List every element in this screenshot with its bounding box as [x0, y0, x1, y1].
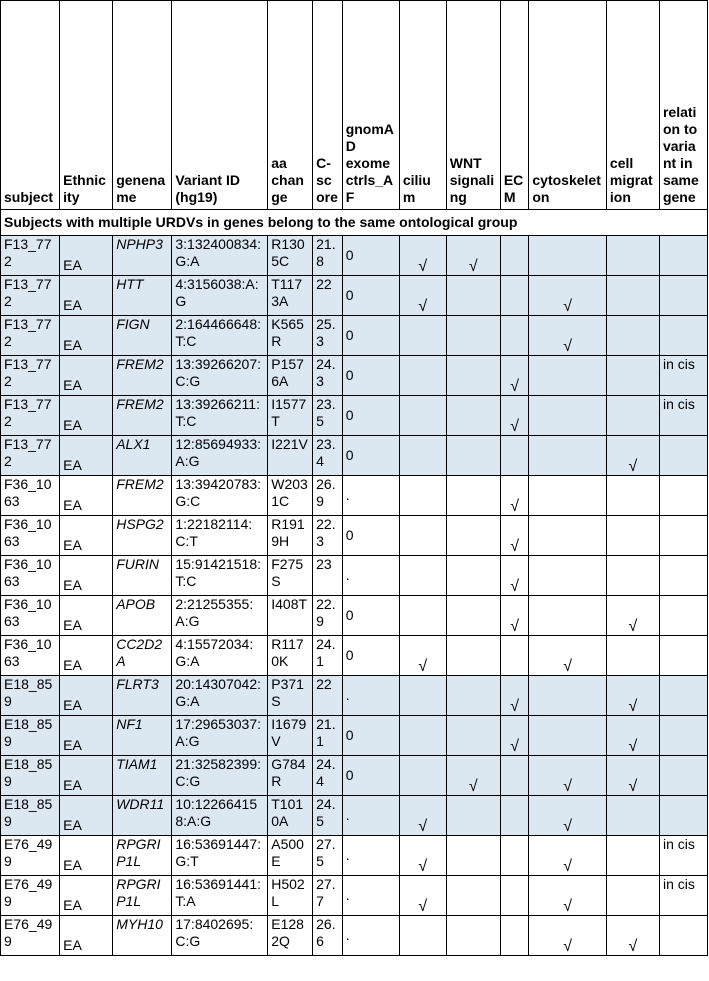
cell-wnt: [446, 636, 500, 676]
cell-wnt: [446, 916, 500, 956]
cell-cytoskeleton: √: [529, 636, 607, 676]
cell-ecm: √: [500, 596, 529, 636]
cell-ecm: [500, 756, 529, 796]
cell-gene: HTT: [113, 276, 172, 316]
cell-migration: [606, 636, 659, 676]
cell-relation: [659, 316, 707, 356]
cell-migration: √: [606, 916, 659, 956]
cell-c-score: 24.3: [313, 356, 343, 396]
table-row: [1, 476, 708, 516]
section-title: Subjects with multiple URDVs in genes belong to the same ontological group: [1, 210, 708, 236]
col-header-aa-change: aa change: [268, 1, 313, 210]
cell-cytoskeleton: √: [529, 276, 607, 316]
cell-relation: [659, 436, 707, 476]
cell-subject: F36_1063: [1, 476, 60, 516]
table-body: [1, 236, 708, 956]
cell-relation: [659, 596, 707, 636]
col-header-gnomad-af: gnomAD exome ctrls_AF: [342, 1, 399, 210]
cell-wnt: [446, 796, 500, 836]
cell-gnomad-af: .: [342, 676, 399, 716]
cell-subject: F36_1063: [1, 516, 60, 556]
cell-cytoskeleton: [529, 596, 607, 636]
cell-c-score: 21.8: [313, 236, 343, 276]
cell-gnomad-af: 0: [342, 756, 399, 796]
cell-gene: TIAM1: [113, 756, 172, 796]
cell-subject: F13_772: [1, 236, 60, 276]
cell-ecm: [500, 636, 529, 676]
cell-subject: E76_499: [1, 916, 60, 956]
cell-gene: FIGN: [113, 316, 172, 356]
cell-relation: [659, 676, 707, 716]
cell-migration: √: [606, 596, 659, 636]
col-header-relation: relation to variant in same gene: [659, 1, 707, 210]
cell-wnt: [446, 356, 500, 396]
cell-gnomad-af: 0: [342, 436, 399, 476]
cell-aa-change: R1305C: [268, 236, 313, 276]
cell-wnt: [446, 676, 500, 716]
table-row: [1, 356, 708, 396]
cell-variant-id: 1:22182114:C:T: [172, 516, 268, 556]
table-row: [1, 436, 708, 476]
cell-c-score: 21.1: [313, 716, 343, 756]
cell-c-score: 25.3: [313, 316, 343, 356]
cell-gnomad-af: 0: [342, 596, 399, 636]
cell-ethnicity: EA: [60, 916, 113, 956]
table-row: [1, 516, 708, 556]
cell-cytoskeleton: [529, 556, 607, 596]
cell-relation: in cis: [659, 836, 707, 876]
cell-cilium: [399, 556, 446, 596]
cell-ethnicity: EA: [60, 636, 113, 676]
col-header-migration: cell migration: [606, 1, 659, 210]
cell-gnomad-af: 0: [342, 716, 399, 756]
cell-ethnicity: EA: [60, 396, 113, 436]
cell-aa-change: I221V: [268, 436, 313, 476]
cell-c-score: 22: [313, 676, 343, 716]
cell-gnomad-af: 0: [342, 316, 399, 356]
cell-cilium: √: [399, 836, 446, 876]
cell-ethnicity: EA: [60, 676, 113, 716]
table-row: [1, 276, 708, 316]
cell-c-score: 27.5: [313, 836, 343, 876]
cell-aa-change: P1576A: [268, 356, 313, 396]
cell-subject: F13_772: [1, 276, 60, 316]
cell-ecm: √: [500, 396, 529, 436]
cell-variant-id: 13:39266207:C:G: [172, 356, 268, 396]
cell-gene: HSPG2: [113, 516, 172, 556]
cell-subject: E18_859: [1, 796, 60, 836]
table-row: [1, 396, 708, 436]
cell-gene: RPGRIP1L: [113, 836, 172, 876]
cell-ethnicity: EA: [60, 876, 113, 916]
cell-relation: [659, 276, 707, 316]
cell-cytoskeleton: √: [529, 756, 607, 796]
cell-migration: √: [606, 716, 659, 756]
cell-aa-change: I1679V: [268, 716, 313, 756]
col-header-wnt: WNT signaling: [446, 1, 500, 210]
cell-ecm: √: [500, 716, 529, 756]
cell-migration: [606, 276, 659, 316]
cell-wnt: [446, 836, 500, 876]
cell-aa-change: W2031C: [268, 476, 313, 516]
table-row: [1, 596, 708, 636]
cell-gnomad-af: 0: [342, 356, 399, 396]
cell-ecm: √: [500, 476, 529, 516]
cell-gnomad-af: .: [342, 836, 399, 876]
cell-ethnicity: EA: [60, 596, 113, 636]
cell-cilium: [399, 396, 446, 436]
cell-ecm: √: [500, 676, 529, 716]
cell-gnomad-af: .: [342, 796, 399, 836]
cell-wnt: [446, 316, 500, 356]
cell-wnt: [446, 596, 500, 636]
table-row: [1, 716, 708, 756]
cell-variant-id: 16:53691441:T:A: [172, 876, 268, 916]
col-header-ecm: ECM: [500, 1, 529, 210]
cell-cytoskeleton: [529, 236, 607, 276]
cell-ecm: [500, 836, 529, 876]
cell-variant-id: 4:15572034:G:A: [172, 636, 268, 676]
col-header-variant-id: Variant ID (hg19): [172, 1, 268, 210]
cell-cilium: [399, 476, 446, 516]
cell-gnomad-af: 0: [342, 636, 399, 676]
cell-migration: [606, 516, 659, 556]
cell-ethnicity: EA: [60, 276, 113, 316]
cell-wnt: √: [446, 756, 500, 796]
cell-ethnicity: EA: [60, 716, 113, 756]
cell-gene: WDR11: [113, 796, 172, 836]
cell-gene: MYH10: [113, 916, 172, 956]
cell-gene: RPGRIP1L: [113, 876, 172, 916]
cell-cilium: [399, 916, 446, 956]
header-row: [1, 1, 708, 210]
cell-cytoskeleton: [529, 516, 607, 556]
cell-subject: E76_499: [1, 876, 60, 916]
cell-subject: F13_772: [1, 356, 60, 396]
cell-migration: [606, 876, 659, 916]
cell-cilium: [399, 356, 446, 396]
cell-gene: NPHP3: [113, 236, 172, 276]
cell-c-score: 26.6: [313, 916, 343, 956]
cell-aa-change: H502L: [268, 876, 313, 916]
table-row: [1, 876, 708, 916]
cell-aa-change: T1010A: [268, 796, 313, 836]
cell-ecm: [500, 796, 529, 836]
cell-subject: E18_859: [1, 756, 60, 796]
cell-cytoskeleton: √: [529, 796, 607, 836]
cell-cytoskeleton: √: [529, 836, 607, 876]
cell-aa-change: E1282Q: [268, 916, 313, 956]
cell-cytoskeleton: [529, 676, 607, 716]
cell-variant-id: 2:21255355:A:G: [172, 596, 268, 636]
cell-ethnicity: EA: [60, 516, 113, 556]
cell-c-score: 26.9: [313, 476, 343, 516]
cell-variant-id: 4:3156038:A:G: [172, 276, 268, 316]
cell-gnomad-af: .: [342, 916, 399, 956]
cell-relation: [659, 556, 707, 596]
cell-ethnicity: EA: [60, 476, 113, 516]
cell-aa-change: R1170K: [268, 636, 313, 676]
cell-cilium: [399, 716, 446, 756]
table-row: [1, 796, 708, 836]
cell-ethnicity: EA: [60, 796, 113, 836]
cell-aa-change: F275S: [268, 556, 313, 596]
cell-wnt: √: [446, 236, 500, 276]
cell-ethnicity: EA: [60, 316, 113, 356]
cell-variant-id: 13:39266211:T:C: [172, 396, 268, 436]
col-header-cilium: cilium: [399, 1, 446, 210]
cell-c-score: 24.4: [313, 756, 343, 796]
table-row: [1, 636, 708, 676]
cell-migration: [606, 316, 659, 356]
cell-ethnicity: EA: [60, 556, 113, 596]
cell-gene: CC2D2A: [113, 636, 172, 676]
cell-gnomad-af: .: [342, 476, 399, 516]
cell-wnt: [446, 476, 500, 516]
cell-variant-id: 10:122664158:A:G: [172, 796, 268, 836]
cell-variant-id: 21:32582399:C:G: [172, 756, 268, 796]
cell-ecm: √: [500, 516, 529, 556]
table-row: [1, 236, 708, 276]
cell-migration: [606, 476, 659, 516]
cell-wnt: [446, 276, 500, 316]
cell-relation: [659, 236, 707, 276]
cell-gene: FREM2: [113, 476, 172, 516]
cell-cytoskeleton: √: [529, 876, 607, 916]
cell-gene: APOB: [113, 596, 172, 636]
cell-c-score: 22.9: [313, 596, 343, 636]
cell-gene: ALX1: [113, 436, 172, 476]
cell-subject: E76_499: [1, 836, 60, 876]
cell-aa-change: T1173A: [268, 276, 313, 316]
cell-wnt: [446, 436, 500, 476]
cell-cilium: √: [399, 636, 446, 676]
cell-cilium: [399, 436, 446, 476]
cell-relation: in cis: [659, 356, 707, 396]
cell-cilium: [399, 596, 446, 636]
cell-gnomad-af: .: [342, 556, 399, 596]
cell-variant-id: 2:164466648:T:C: [172, 316, 268, 356]
cell-gene: FURIN: [113, 556, 172, 596]
cell-ecm: [500, 436, 529, 476]
cell-relation: [659, 516, 707, 556]
section-row: [1, 210, 708, 236]
cell-migration: √: [606, 436, 659, 476]
cell-aa-change: I1577T: [268, 396, 313, 436]
cell-variant-id: 12:85694933:A:G: [172, 436, 268, 476]
cell-subject: F36_1063: [1, 556, 60, 596]
cell-migration: [606, 796, 659, 836]
cell-wnt: [446, 396, 500, 436]
cell-migration: [606, 836, 659, 876]
table-row: [1, 836, 708, 876]
cell-relation: [659, 716, 707, 756]
cell-cytoskeleton: √: [529, 916, 607, 956]
cell-gnomad-af: .: [342, 876, 399, 916]
cell-aa-change: I408T: [268, 596, 313, 636]
table-row: [1, 676, 708, 716]
cell-gene: FLRT3: [113, 676, 172, 716]
cell-c-score: 23.4: [313, 436, 343, 476]
cell-cilium: √: [399, 236, 446, 276]
cell-cytoskeleton: √: [529, 316, 607, 356]
cell-variant-id: 15:91421518:T:C: [172, 556, 268, 596]
cell-cilium: [399, 676, 446, 716]
cell-cytoskeleton: [529, 436, 607, 476]
cell-cilium: [399, 316, 446, 356]
cell-relation: [659, 756, 707, 796]
cell-c-score: 27.7: [313, 876, 343, 916]
cell-ecm: [500, 276, 529, 316]
cell-aa-change: A500E: [268, 836, 313, 876]
cell-ethnicity: EA: [60, 756, 113, 796]
cell-subject: E18_859: [1, 676, 60, 716]
cell-cytoskeleton: [529, 716, 607, 756]
cell-cilium: [399, 756, 446, 796]
cell-cytoskeleton: [529, 396, 607, 436]
cell-ethnicity: EA: [60, 836, 113, 876]
cell-gnomad-af: 0: [342, 276, 399, 316]
cell-cilium: √: [399, 876, 446, 916]
cell-gene: FREM2: [113, 356, 172, 396]
cell-wnt: [446, 556, 500, 596]
cell-migration: [606, 396, 659, 436]
cell-cilium: √: [399, 276, 446, 316]
cell-relation: [659, 476, 707, 516]
cell-subject: F13_772: [1, 396, 60, 436]
cell-ethnicity: EA: [60, 356, 113, 396]
col-header-ethnicity: Ethnicity: [60, 1, 113, 210]
cell-migration: √: [606, 756, 659, 796]
cell-c-score: 22.3: [313, 516, 343, 556]
cell-variant-id: 20:14307042:G:A: [172, 676, 268, 716]
cell-ecm: √: [500, 356, 529, 396]
cell-c-score: 23.5: [313, 396, 343, 436]
col-header-c-score: C-score: [313, 1, 343, 210]
cell-subject: F36_1063: [1, 636, 60, 676]
cell-aa-change: G784R: [268, 756, 313, 796]
cell-subject: F13_772: [1, 436, 60, 476]
cell-relation: in cis: [659, 396, 707, 436]
cell-c-score: 23: [313, 556, 343, 596]
cell-c-score: 24.1: [313, 636, 343, 676]
table-row: [1, 756, 708, 796]
cell-subject: F36_1063: [1, 596, 60, 636]
cell-ethnicity: EA: [60, 236, 113, 276]
table-row: [1, 316, 708, 356]
cell-relation: in cis: [659, 876, 707, 916]
cell-gene: NF1: [113, 716, 172, 756]
cell-subject: F13_772: [1, 316, 60, 356]
cell-aa-change: R1919H: [268, 516, 313, 556]
col-header-cytoskeleton: cytoskeleton: [529, 1, 607, 210]
cell-cytoskeleton: [529, 356, 607, 396]
cell-relation: [659, 796, 707, 836]
cell-variant-id: 13:39420783:G:C: [172, 476, 268, 516]
cell-wnt: [446, 876, 500, 916]
cell-gnomad-af: 0: [342, 516, 399, 556]
cell-subject: E18_859: [1, 716, 60, 756]
cell-cytoskeleton: [529, 476, 607, 516]
cell-variant-id: 16:53691447:G:T: [172, 836, 268, 876]
cell-ecm: [500, 316, 529, 356]
cell-variant-id: 3:132400834:G:A: [172, 236, 268, 276]
cell-migration: [606, 236, 659, 276]
cell-wnt: [446, 516, 500, 556]
cell-migration: [606, 556, 659, 596]
cell-migration: [606, 356, 659, 396]
cell-c-score: 24.5: [313, 796, 343, 836]
col-header-subject: subject: [1, 1, 60, 210]
table-row: [1, 916, 708, 956]
cell-c-score: 22: [313, 276, 343, 316]
cell-aa-change: K565R: [268, 316, 313, 356]
cell-ecm: [500, 916, 529, 956]
cell-migration: √: [606, 676, 659, 716]
cell-wnt: [446, 716, 500, 756]
cell-variant-id: 17:8402695:C:G: [172, 916, 268, 956]
cell-relation: [659, 636, 707, 676]
cell-cilium: [399, 516, 446, 556]
cell-ecm: [500, 876, 529, 916]
cell-ecm: [500, 236, 529, 276]
cell-gene: FREM2: [113, 396, 172, 436]
cell-variant-id: 17:29653037:A:G: [172, 716, 268, 756]
cell-gnomad-af: 0: [342, 236, 399, 276]
cell-relation: [659, 916, 707, 956]
table-row: [1, 556, 708, 596]
cell-cilium: √: [399, 796, 446, 836]
cell-ethnicity: EA: [60, 436, 113, 476]
cell-aa-change: P371S: [268, 676, 313, 716]
col-header-genename: genename: [113, 1, 172, 210]
cell-gnomad-af: 0: [342, 396, 399, 436]
cell-ecm: √: [500, 556, 529, 596]
